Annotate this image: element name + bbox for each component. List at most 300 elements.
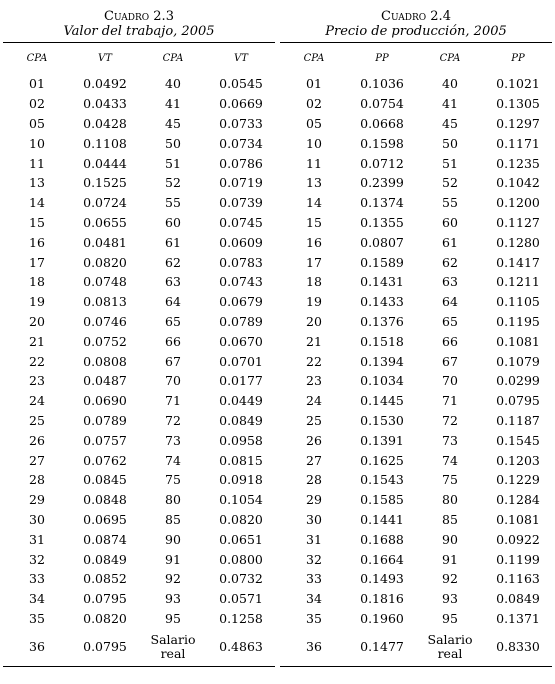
table-cell: 33: [29, 571, 45, 587]
table-cell: 17: [29, 254, 45, 270]
table-row: [280, 292, 552, 312]
table-cell: 0.1433: [360, 294, 404, 310]
table-row: [3, 312, 275, 332]
table-cell: 17: [306, 254, 322, 270]
table-cell: 0.1042: [496, 175, 540, 191]
column-header: VT: [98, 53, 112, 64]
table-cell: 0.1371: [496, 610, 540, 626]
table-cell: 0.1598: [360, 135, 404, 151]
header-row: [3, 43, 275, 74]
table-cell: 40: [442, 76, 458, 92]
table-cell: 0.0655: [83, 214, 127, 230]
table-cell: 0.1545: [496, 432, 540, 448]
table-cell: 29: [306, 492, 322, 508]
table-cell: 20: [29, 313, 45, 329]
table-cell: 01: [29, 76, 45, 92]
table-row: [280, 114, 552, 134]
table-cell: 95: [165, 610, 181, 626]
table-cell: 10: [29, 135, 45, 151]
table-cell: 0.1235: [496, 155, 540, 171]
table-row: [280, 351, 552, 371]
table-cell: 0.1374: [360, 195, 404, 211]
table-row: [3, 430, 275, 450]
table-cell: 90: [442, 531, 458, 547]
table-cell: 74: [442, 452, 458, 468]
table-cell: 0.4863: [219, 639, 263, 655]
table-cell: 91: [442, 551, 458, 567]
bottom-rule: [3, 666, 275, 667]
table-cell: 0.0783: [219, 254, 263, 270]
table-cell: 0.0848: [83, 492, 127, 508]
table-row: [280, 411, 552, 431]
table-cell: 67: [165, 353, 181, 369]
table-cell: 0.0852: [83, 571, 127, 587]
table-cell: 0.1079: [496, 353, 540, 369]
table-row: [3, 609, 275, 629]
table-cell: 11: [306, 155, 322, 171]
table-row: [280, 252, 552, 272]
table-cell: 0.0918: [219, 472, 263, 488]
table-row: [280, 609, 552, 629]
table-cell: 45: [442, 115, 458, 131]
table-row: [280, 232, 552, 252]
table-cell: 80: [165, 492, 181, 508]
table-cell: 0.1081: [496, 511, 540, 527]
table-cell: 31: [306, 531, 322, 547]
column-header: CPA: [26, 53, 48, 64]
table-cell: 0.0732: [219, 571, 263, 587]
table-cell: 50: [442, 135, 458, 151]
table-cell: 0.1021: [496, 76, 540, 92]
table-body: [3, 74, 275, 666]
table-row: [3, 411, 275, 431]
table-cell: 19: [306, 294, 322, 310]
column-header: PP: [375, 53, 389, 64]
table-row: [280, 628, 552, 666]
table-cell: 0.0670: [219, 333, 263, 349]
table-row: [3, 272, 275, 292]
table-cell: 0.0724: [83, 195, 127, 211]
table-row: [3, 193, 275, 213]
table-cell: 0.0690: [83, 393, 127, 409]
table-cell: 93: [165, 591, 181, 607]
table-cell: 0.1376: [360, 313, 404, 329]
table-cell: 36: [29, 639, 45, 655]
table-row: [280, 193, 552, 213]
table-row: [280, 371, 552, 391]
table-cell: 25: [29, 412, 45, 428]
table-row: [280, 470, 552, 490]
table-cell: 0.0609: [219, 234, 263, 250]
table-cell: 0.0428: [83, 115, 127, 131]
table-row: [3, 232, 275, 252]
table-cell: 71: [442, 393, 458, 409]
table-cell: 0.0695: [83, 511, 127, 527]
table-row: [280, 529, 552, 549]
data-table: [280, 43, 552, 666]
table-cell: 01: [306, 76, 322, 92]
table-cell: 0.0733: [219, 115, 263, 131]
table-cell: 0.1105: [496, 294, 540, 310]
table-cell: 0.0748: [83, 274, 127, 290]
table-cell: 0.0789: [83, 412, 127, 428]
table-cell: 26: [29, 432, 45, 448]
table-cell: 0.1199: [496, 551, 540, 567]
table-cell: 75: [442, 472, 458, 488]
table-cell: 29: [29, 492, 45, 508]
column-header: VT: [234, 53, 248, 64]
table-cell: 65: [442, 313, 458, 329]
table-cell: 13: [306, 175, 322, 191]
table-cell: 64: [165, 294, 181, 310]
table-title: Precio de producción, 2005: [325, 24, 507, 39]
table-panel-cuadro-2-4: [280, 0, 552, 667]
table-row: [3, 114, 275, 134]
table-cell: 0.1163: [496, 571, 540, 587]
column-header: CPA: [303, 53, 325, 64]
table-cell: 23: [306, 373, 322, 389]
table-cell: 0.0820: [83, 610, 127, 626]
table-row: [3, 529, 275, 549]
table-cell: 0.1664: [360, 551, 404, 567]
table-row: [3, 351, 275, 371]
table-cell: 0.0754: [360, 96, 404, 112]
table-row: [280, 391, 552, 411]
table-row: [280, 94, 552, 114]
table-cell: 30: [306, 511, 322, 527]
table-cell: 0.1431: [360, 274, 404, 290]
table-cell: 22: [306, 353, 322, 369]
table-cell: 0.1493: [360, 571, 404, 587]
table-cell: 45: [165, 115, 181, 131]
table-cell: 27: [29, 452, 45, 468]
table-cell: 85: [165, 511, 181, 527]
table-cell: 36: [306, 639, 322, 655]
table-cell: 31: [29, 531, 45, 547]
table-cell: 16: [306, 234, 322, 250]
table-cell: 20: [306, 313, 322, 329]
table-cell: Salario real: [427, 632, 473, 662]
table-cell: 62: [442, 254, 458, 270]
table-cell: 40: [165, 76, 181, 92]
table-cell: 65: [165, 313, 181, 329]
table-cell: 0.0571: [219, 591, 263, 607]
table-row: [280, 312, 552, 332]
table-cell: 61: [442, 234, 458, 250]
table-cell: 02: [29, 96, 45, 112]
table-cell: 0.1203: [496, 452, 540, 468]
table-row: [3, 569, 275, 589]
table-cell: 0.1530: [360, 412, 404, 428]
table-cell: 0.1108: [83, 135, 127, 151]
table-cell: 32: [29, 551, 45, 567]
table-cell: 60: [165, 214, 181, 230]
table-cell: 51: [442, 155, 458, 171]
table-cell: 51: [165, 155, 181, 171]
table-label: Cuadro 2.3: [104, 9, 174, 24]
table-cell: 0.1543: [360, 472, 404, 488]
table-cell: 19: [29, 294, 45, 310]
table-row: [3, 133, 275, 153]
table-cell: 50: [165, 135, 181, 151]
table-panel-cuadro-2-3: [3, 0, 275, 667]
table-cell: 0.1355: [360, 214, 404, 230]
table-row: [3, 490, 275, 510]
table-cell: 0.0958: [219, 432, 263, 448]
table-cell: 0.0820: [219, 511, 263, 527]
table-cell: 71: [165, 393, 181, 409]
table-cell: 0.1477: [360, 639, 404, 655]
table-cell: 92: [442, 571, 458, 587]
table-cell: 93: [442, 591, 458, 607]
table-cell: 0.0299: [496, 373, 540, 389]
table-row: [3, 450, 275, 470]
table-cell: 34: [29, 591, 45, 607]
table-cell: 05: [29, 115, 45, 131]
table-cell: 0.0679: [219, 294, 263, 310]
table-cell: 0.0719: [219, 175, 263, 191]
table-cell: 0.0820: [83, 254, 127, 270]
table-cell: 0.0845: [83, 472, 127, 488]
table-row: [3, 213, 275, 233]
table-cell: 72: [165, 412, 181, 428]
table-cell: 0.1525: [83, 175, 127, 191]
table-cell: 0.0807: [360, 234, 404, 250]
table-cell: 0.0745: [219, 214, 263, 230]
table-cell: 24: [306, 393, 322, 409]
table-cell: 0.0734: [219, 135, 263, 151]
table-row: [280, 450, 552, 470]
table-cell: 0.0668: [360, 115, 404, 131]
table-cell: 0.0545: [219, 76, 263, 92]
table-cell: 33: [306, 571, 322, 587]
table-cell: 0.0712: [360, 155, 404, 171]
table-cell: 0.1127: [496, 214, 540, 230]
table-cell: 95: [442, 610, 458, 626]
table-cell: 24: [29, 393, 45, 409]
table-row: [280, 153, 552, 173]
table-cell: 34: [306, 591, 322, 607]
table-cell: 0.0762: [83, 452, 127, 468]
table-cell: 0.0813: [83, 294, 127, 310]
table-row: [3, 252, 275, 272]
table-cell: 74: [165, 452, 181, 468]
table-cell: 0.0786: [219, 155, 263, 171]
table-cell: 91: [165, 551, 181, 567]
table-cell: 0.1081: [496, 333, 540, 349]
table-cell: 0.1258: [219, 610, 263, 626]
table-cell: 0.1297: [496, 115, 540, 131]
table-row: [280, 490, 552, 510]
table-cell: 13: [29, 175, 45, 191]
table-cell: 0.1280: [496, 234, 540, 250]
table-cell: 0.1518: [360, 333, 404, 349]
table-cell: 41: [442, 96, 458, 112]
table-row: [3, 153, 275, 173]
table-cell: 21: [306, 333, 322, 349]
table-cell: 0.1816: [360, 591, 404, 607]
table-cell: 0.1211: [496, 274, 540, 290]
table-cell: 0.1034: [360, 373, 404, 389]
table-cell: 0.1688: [360, 531, 404, 547]
table-title: Valor del trabajo, 2005: [63, 24, 215, 39]
table-cell: 0.0815: [219, 452, 263, 468]
table-row: [3, 331, 275, 351]
table-cell: 75: [165, 472, 181, 488]
table-row: [280, 133, 552, 153]
table-cell: 25: [306, 412, 322, 428]
table-cell: 0.0795: [83, 639, 127, 655]
table-cell: 0.1445: [360, 393, 404, 409]
table-body: [280, 74, 552, 666]
table-cell: 62: [165, 254, 181, 270]
table-row: [280, 430, 552, 450]
table-cell: 15: [306, 214, 322, 230]
table-row: [3, 510, 275, 530]
table-cell: 0.0481: [83, 234, 127, 250]
table-cell: 63: [442, 274, 458, 290]
table-cell: 63: [165, 274, 181, 290]
table-cell: 0.1625: [360, 452, 404, 468]
table-cell: 0.0795: [496, 393, 540, 409]
table-row: [280, 272, 552, 292]
table-row: [3, 173, 275, 193]
table-cell: 66: [165, 333, 181, 349]
table-cell: 0.0746: [83, 313, 127, 329]
table-cell: 0.0492: [83, 76, 127, 92]
table-row: [3, 589, 275, 609]
column-header: CPA: [439, 53, 461, 64]
table-cell: 61: [165, 234, 181, 250]
table-cell: 28: [29, 472, 45, 488]
table-row: [3, 470, 275, 490]
table-row: [280, 173, 552, 193]
table-cell: 10: [306, 135, 322, 151]
table-cell: 0.0669: [219, 96, 263, 112]
table-cell: 0.1200: [496, 195, 540, 211]
table-row: [3, 391, 275, 411]
table-row: [280, 74, 552, 94]
table-cell: 52: [442, 175, 458, 191]
table-label: Cuadro 2.4: [381, 9, 451, 24]
table-cell: 0.2399: [360, 175, 404, 191]
data-table: [3, 43, 275, 666]
table-row: [3, 628, 275, 666]
table-cell: 0.0849: [496, 591, 540, 607]
table-cell: 14: [29, 195, 45, 211]
table-cell: 0.0739: [219, 195, 263, 211]
table-cell: 23: [29, 373, 45, 389]
table-cell: 0.0800: [219, 551, 263, 567]
table-cell: 0.1417: [496, 254, 540, 270]
table-cell: 35: [306, 610, 322, 626]
table-cell: 0.1391: [360, 432, 404, 448]
header-row: [280, 43, 552, 74]
table-row: [3, 94, 275, 114]
table-cell: 72: [442, 412, 458, 428]
table-cell: 73: [442, 432, 458, 448]
table-cell: 0.1394: [360, 353, 404, 369]
table-row: [3, 371, 275, 391]
table-row: [3, 74, 275, 94]
table-cell: 26: [306, 432, 322, 448]
table-row: [3, 549, 275, 569]
table-cell: 0.1305: [496, 96, 540, 112]
table-cell: 0.1441: [360, 511, 404, 527]
table-cell: 35: [29, 610, 45, 626]
table-cell: 80: [442, 492, 458, 508]
table-cell: 73: [165, 432, 181, 448]
table-cell: 30: [29, 511, 45, 527]
bottom-rule: [280, 666, 552, 667]
table-cell: 0.0487: [83, 373, 127, 389]
table-cell: 0.1589: [360, 254, 404, 270]
table-cell: 18: [306, 274, 322, 290]
table-cell: 0.8330: [496, 639, 540, 655]
table-cell: 90: [165, 531, 181, 547]
table-row: [280, 589, 552, 609]
table-cell: 0.0701: [219, 353, 263, 369]
table-cell: 16: [29, 234, 45, 250]
table-row: [3, 292, 275, 312]
table-cell: 0.1960: [360, 610, 404, 626]
table-row: [280, 213, 552, 233]
table-cell: 32: [306, 551, 322, 567]
table-cell: 55: [165, 195, 181, 211]
table-cell: 0.0874: [83, 531, 127, 547]
table-cell: 0.0177: [219, 373, 263, 389]
table-cell: 0.1195: [496, 313, 540, 329]
table-cell: 67: [442, 353, 458, 369]
table-cell: 15: [29, 214, 45, 230]
table-cell: 0.1171: [496, 135, 540, 151]
table-cell: 92: [165, 571, 181, 587]
table-cell: 0.0757: [83, 432, 127, 448]
table-cell: 0.0444: [83, 155, 127, 171]
table-cell: 11: [29, 155, 45, 171]
table-cell: 0.0849: [83, 551, 127, 567]
table-cell: 28: [306, 472, 322, 488]
table-cell: 52: [165, 175, 181, 191]
table-cell: 02: [306, 96, 322, 112]
table-row: [280, 510, 552, 530]
table-cell: 0.1229: [496, 472, 540, 488]
table-cell: 41: [165, 96, 181, 112]
table-cell: 18: [29, 274, 45, 290]
table-cell: Salario real: [150, 632, 196, 662]
table-row: [280, 549, 552, 569]
table-cell: 70: [165, 373, 181, 389]
table-cell: 0.1187: [496, 412, 540, 428]
table-cell: 0.1284: [496, 492, 540, 508]
table-row: [280, 569, 552, 589]
table-cell: 0.0808: [83, 353, 127, 369]
column-header: CPA: [162, 53, 184, 64]
table-cell: 55: [442, 195, 458, 211]
table-cell: 05: [306, 115, 322, 131]
column-header: PP: [511, 53, 525, 64]
table-cell: 85: [442, 511, 458, 527]
table-cell: 21: [29, 333, 45, 349]
table-cell: 0.1585: [360, 492, 404, 508]
table-cell: 0.0752: [83, 333, 127, 349]
table-cell: 14: [306, 195, 322, 211]
table-cell: 0.1036: [360, 76, 404, 92]
table-cell: 22: [29, 353, 45, 369]
table-cell: 0.0849: [219, 412, 263, 428]
table-cell: 0.0743: [219, 274, 263, 290]
table-cell: 0.0789: [219, 313, 263, 329]
